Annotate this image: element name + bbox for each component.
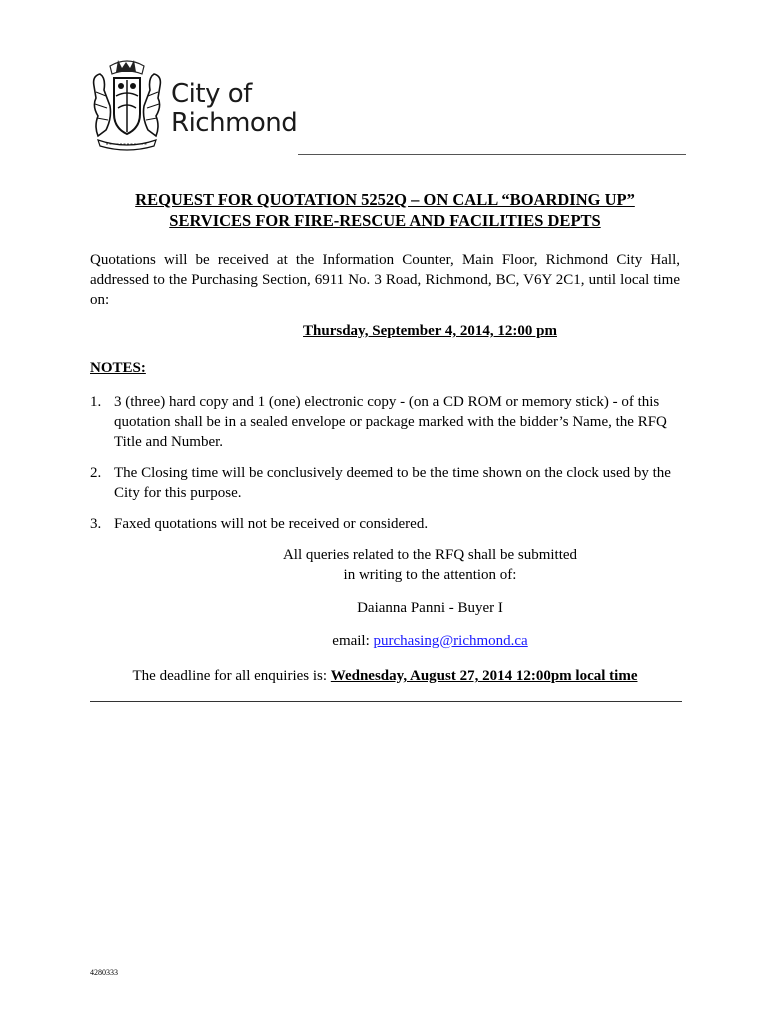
email-link[interactable]: purchasing@richmond.ca — [373, 633, 528, 649]
logo-line-richmond: Richmond — [171, 108, 298, 138]
email-line — [90, 631, 770, 651]
buyer-name: Daianna Panni - Buyer I — [357, 600, 503, 616]
intro-paragraph: Quotations will be received at the Information Counter, Main Floor, Richmond City Hall, addressed to the Purchasing Section, 6911 No. 3 Road, Richmond, BC, V6Y 2C1, until local time on: — [90, 252, 680, 308]
email-label: email: — [332, 633, 374, 649]
queries-line-1: All queries related to the RFQ shall be submitted — [282, 547, 578, 563]
deadline-label: The deadline for all enquiries is: — [132, 668, 331, 684]
note-text: Faxed quotations will not be received or considered. — [114, 516, 429, 532]
note-item — [90, 392, 680, 452]
document-title — [84, 189, 686, 231]
note-item — [90, 463, 680, 503]
note-text: The Closing time will be conclusively deemed to be the time shown on the clock used by the City for this purpose. — [114, 465, 671, 501]
header-divider — [298, 154, 686, 155]
closing-date: Thursday, September 4, 2014, 12:00 pm — [303, 323, 557, 339]
note-item — [90, 514, 680, 534]
footer-divider — [90, 701, 682, 702]
document-number: 4280333 — [90, 968, 118, 977]
enquiry-deadline — [90, 666, 680, 686]
logo-line-city-of: City of — [171, 79, 252, 109]
queries-instructions — [90, 545, 770, 585]
note-number: 2. — [90, 465, 102, 481]
city-logo — [88, 56, 296, 152]
note-number: 1. — [90, 394, 102, 410]
notes-list — [90, 392, 680, 545]
title-line-1: REQUEST FOR QUOTATION 5252Q – ON CALL “BOARDING UP” — [135, 190, 635, 209]
queries-line-2: in writing to the attention of: — [343, 567, 517, 583]
note-number: 3. — [90, 516, 102, 532]
notes-heading: NOTES: — [90, 360, 146, 376]
title-line-2: SERVICES FOR FIRE-RESCUE AND FACILITIES DEPTS — [169, 211, 601, 230]
logo-wordmark — [171, 80, 297, 138]
deadline-date: Wednesday, August 27, 2014 12:00pm local time — [330, 668, 638, 684]
city-crest-icon — [88, 56, 166, 152]
note-text: 3 (three) hard copy and 1 (one) electronic copy - (on a CD ROM or memory stick) - of this quotation shall be in a sealed envelope or package marked with the bidder’s Name, the RFQ Title and Number. — [114, 394, 667, 450]
